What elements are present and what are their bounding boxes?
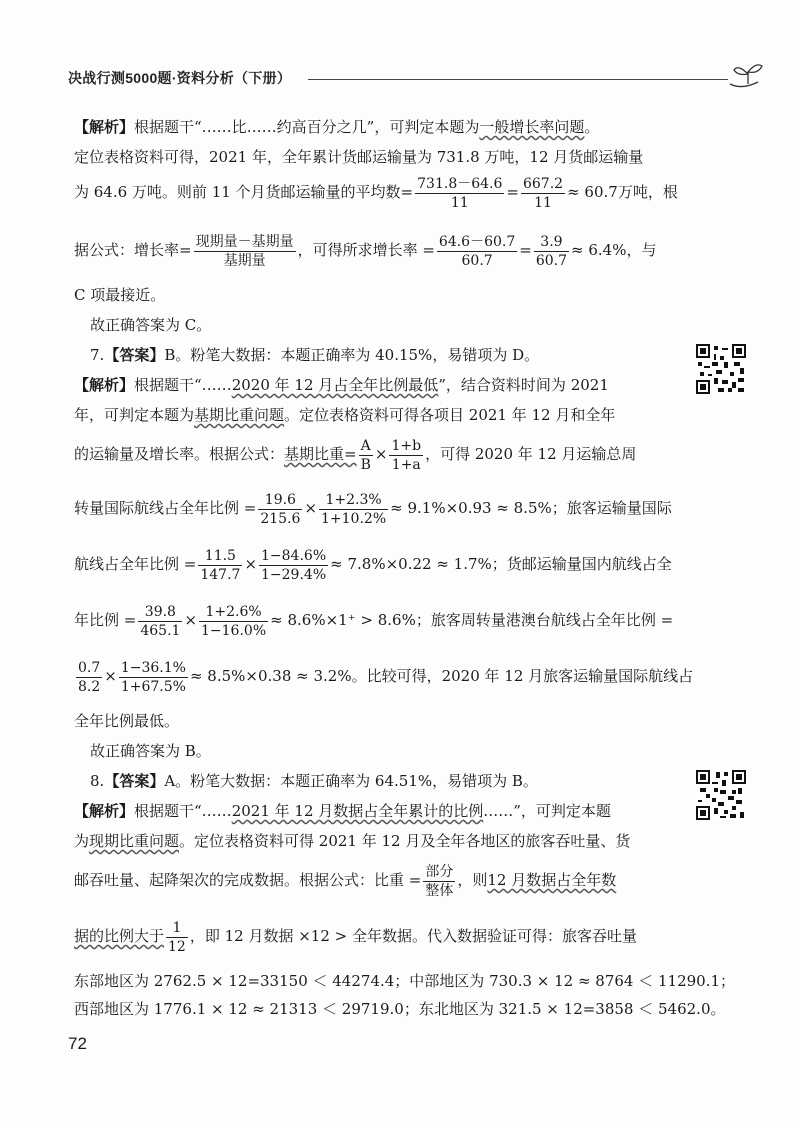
q8-analysis-line-4: 据的比例大于 $\frac{1}{12}$ ，即 12 月数据 ×12 > 全年数据。代入数据验证可得：旅客吞吐量	[74, 919, 637, 955]
fraction: $\frac{667.2}{11}$	[522, 175, 564, 211]
q8-analysis-line-5: 东部地区为 2762.5 × 12=33150 ＜ 44274.4；中部地区为 730.3 × 12 ≈ 8764 ＜ 11290.1；	[74, 972, 736, 990]
q8-analysis-line-6: 西部地区为 1776.1 × 12 ≈ 21313 ＜ 29719.0；东北地区为 321.5 × 12=3858 ＜ 5462.0。	[74, 1000, 726, 1018]
q8-analysis-line-2: 为现期比重问题。定位表格资料可得 2021 年 12 月及全年各地区的旅客吞吐量、货	[74, 832, 631, 850]
fraction: $\frac{0.7}{8.2}$	[78, 659, 101, 695]
q8-analysis-line-3: 邮吞吐量、起降架次的完成数据。根据公式：比重 = $\frac{\text{部分}}{\text{整体}}$ ，则12 月数据占全年数	[74, 863, 617, 899]
fraction: $\frac{64.6-60.7}{60.7}$	[438, 233, 516, 269]
sprout-icon	[728, 60, 768, 92]
fraction: $\frac{1+2.6\%}{1-16.0\%}$	[201, 603, 267, 639]
qr-code-icon[interactable]	[696, 770, 746, 820]
q7-analysis-line-7: $\frac{0.7}{8.2}$ × $\frac{1-36.1\%}{1+67.5\%}$ ≈ 8.5%×0.38 ≈ 3.2%。比较可得，2020 年 12 月旅客运输量国际航线占	[78, 659, 694, 695]
fraction: $\frac{19.6}{215.6}$	[260, 491, 301, 527]
q6-analysis-line-5: C 项最接近。	[74, 286, 166, 304]
q6-analysis-line-4: 据公式：增长率= $\frac{\text{现期量－基期量}}{\text{基期量}}$ ，可得所求增长率 = $\frac{64.6-60.7}{60.7}$ = $\frac{3.9}{60.7}$ ≈ 6.4%，与	[74, 233, 657, 269]
book-title: 决战行测5000题·资料分析（下册）	[68, 70, 292, 86]
qr-code-icon[interactable]	[696, 344, 746, 394]
fraction: $\frac{1+b}{1+a}$	[391, 437, 422, 473]
page-number: 72	[68, 1034, 87, 1053]
q7-analysis-line-8: 全年比例最低。	[74, 712, 180, 730]
q6-analysis-line-2: 定位表格资料可得，2021 年，全年累计货邮运输量为 731.8 万吨，12 月货邮运输量	[74, 148, 644, 166]
q7-analysis-line-2: 年，可判定本题为基期比重问题。定位表格资料可得各项目 2021 年 12 月和全年	[74, 406, 616, 424]
header-rule	[308, 79, 728, 80]
fraction: $\frac{3.9}{60.7}$	[535, 233, 568, 269]
fraction: $\frac{1}{12}$	[168, 919, 186, 955]
fraction: $\frac{11.5}{147.7}$	[200, 547, 241, 583]
fraction: $\frac{A}{B}$	[360, 437, 371, 473]
fraction: $\frac{1+2.3\%}{1+10.2\%}$	[321, 491, 387, 527]
q6-answer: 故正确答案为 C。	[90, 316, 212, 334]
q7-analysis-line-5: 航线占全年比例 = $\frac{11.5}{147.7}$ × $\frac{1-84.6\%}{1-29.4\%}$ ≈ 7.8%×0.22 ≈ 1.7%；货邮运输量国内航线占全	[74, 547, 672, 583]
q7-analysis-line-1: 【解析】根据题干“……2020 年 12 月占全年比例最低”，结合资料时间为 2021	[74, 376, 609, 394]
fraction: $\frac{\text{部分}}{\text{整体}}$	[425, 863, 454, 899]
q7-analysis-line-6: 年比例 = $\frac{39.8}{465.1}$ × $\frac{1+2.6\%}{1-16.0\%}$ ≈ 8.6%×1⁺ > 8.6%；旅客周转量港澳台航线占全年比例 =	[74, 603, 674, 639]
q6-analysis-line-3: 为 64.6 万吨。则前 11 个月货邮运输量的平均数= $\frac{731.8-64.6}{11}$ = $\frac{667.2}{11}$ ≈ 60.7万吨，根	[74, 175, 678, 211]
q7-answer: 故正确答案为 B。	[90, 742, 211, 760]
fraction: $\frac{1-84.6\%}{1-29.4\%}$	[261, 547, 327, 583]
q7-analysis-line-4: 转量国际航线占全年比例 = $\frac{19.6}{215.6}$ × $\frac{1+2.3\%}{1+10.2\%}$ ≈ 9.1%×0.93 ≈ 8.5%；旅客运输量国际	[74, 491, 672, 527]
q8-analysis-line-1: 【解析】根据题干“……2021 年 12 月数据占全年累计的比例……”，可判定本题	[74, 802, 611, 820]
q7-answer-line: 7.【答案】B。粉笔大数据：本题正确率为 40.15%，易错项为 D。	[90, 346, 540, 364]
q6-analysis-line-1: 【解析】根据题干“……比……约高百分之几”，可判定本题为一般增长率问题。	[74, 118, 600, 136]
page-header	[68, 62, 758, 92]
q8-answer-line: 8.【答案】A。粉笔大数据：本题正确率为 64.51%，易错项为 B。	[90, 772, 538, 790]
fraction: $\frac{\text{现期量－基期量}}{\text{基期量}}$	[195, 233, 294, 269]
fraction: $\frac{731.8-64.6}{11}$	[417, 175, 503, 211]
fraction: $\frac{39.8}{465.1}$	[140, 603, 181, 639]
fraction: $\frac{1-36.1\%}{1+67.5\%}$	[120, 659, 186, 695]
q7-analysis-line-3: 的运输量及增长率。根据公式：基期比重= $\frac{A}{B}$ × $\frac{1+b}{1+a}$ ，可得 2020 年 12 月运输总周	[74, 437, 637, 473]
